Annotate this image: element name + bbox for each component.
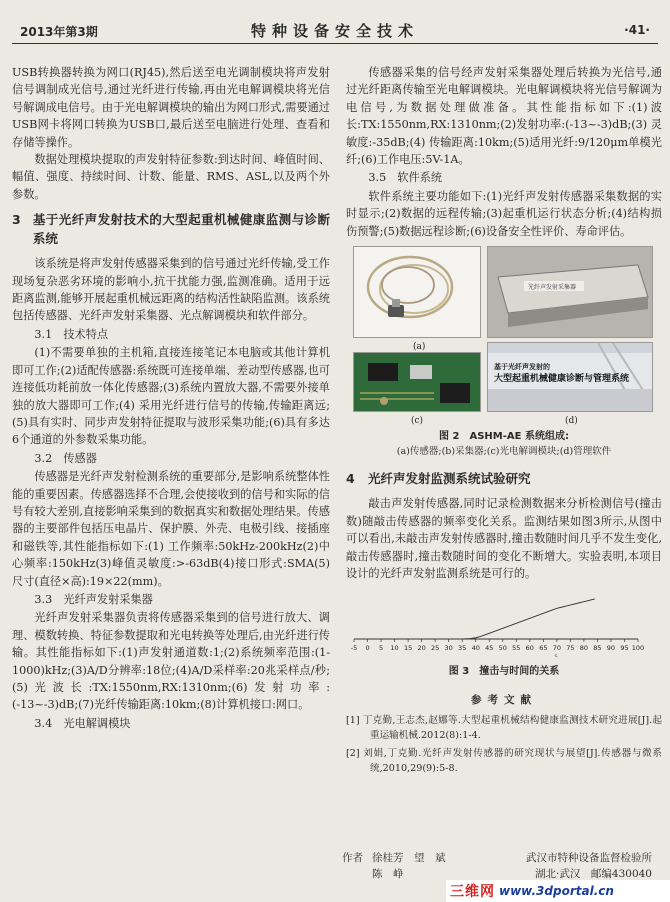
x-tick-label: 85: [593, 643, 602, 652]
section-number: 3: [12, 212, 21, 228]
section-heading-3: [12, 210, 330, 248]
x-tick-label: 50: [498, 643, 507, 652]
subsection-heading: 3.2 传感器: [34, 451, 97, 465]
collector-box-label: 光纤声发射采集器: [528, 284, 577, 292]
author-label: 作者: [342, 852, 363, 864]
subsection-heading: 3.5 软件系统: [368, 171, 443, 185]
label-c: (c): [411, 416, 424, 427]
x-tick-label: 5: [378, 643, 384, 652]
x-tick-label: 100: [631, 643, 645, 652]
x-tick-label: 70: [552, 643, 561, 652]
author-affiliation: 武汉市特种设备监督检验所: [526, 852, 652, 864]
x-tick-label: 40: [471, 643, 480, 652]
x-tick-label: -5: [350, 643, 358, 652]
x-tick-label: 25: [431, 643, 440, 652]
subsection-heading: 3.1 技术特点: [34, 327, 109, 341]
x-tick-label: 45: [485, 643, 494, 652]
hits-series-line: [354, 599, 595, 639]
reference-item: [2] 刘娟,丁克勤.光纤声发射传感器的研究现状与展望[J].传感器与微系统,2010,29(9):5-8.: [346, 748, 662, 775]
paragraph: USB转换器转换为网口(RJ45),然后送至电光调制模块将声发射信号调制成光信号,通过光纤进行传输,再由光电解调模块将光信号解调成电信号。由于光电解调模块的输出为网口形式,需要通过USB网卡将网口转换为USB口,最后送至电脑进行处理、查看和存储等操作。: [12, 66, 330, 149]
x-tick-label: 0: [365, 643, 370, 652]
paragraph: 软件系统主要功能如下:(1)光纤声发射传感器采集数据的实时显示;(2)数据的远程传输;(3)起重机运行状态分析;(4)结构损伤预警;(5)数据远程诊断;(6)设备安全性评价、寿命评估。: [346, 189, 662, 238]
figure-3-number: 图 3: [448, 665, 470, 677]
paragraph: 敲击声发射传感器,同时记录检测数据来分析检测信号(撞击数)随敲击传感器的频率变化关系。监测结果如图3所示,从图中可以看出,未敲击声发射传感器时,撞击数随时间几乎不发生变化,敲击传感器时,撞击数随时间的变化不断增大。实验表明,本项目设计的光纤声发射监测系统是可行的。: [346, 497, 662, 581]
software-screenshot: [487, 342, 653, 412]
author-postcode: 邮编430040: [590, 868, 652, 880]
paragraph: (1)不需要单独的主机箱,直接连接笔记本电脑或其他计算机即可工作;(2)适配传感器:系统既可连接单端、差动型传感器,也可连接低功耗前放一体化传感器;(3)系统内置放大器,不需要外接单独的放大器即可工作;(4) 采用光纤进行信号的传输,传输距离远;(5)具有实时、同步声发射特征提取与波形采集功能;(6)具有多达6个通道的外参数采集功能。: [12, 346, 330, 447]
page-header: [12, 20, 658, 44]
collector-photo: [487, 246, 653, 338]
author-block: [342, 850, 662, 882]
paragraph: 传感器是光纤声发射检测系统的重要部分,是影响系统整体性能的重要因素。传感器选择不合理,会使接收到的信号和实际的信号有较大差别,直接影响采集到的数据真实和数据处理结果。传感器的主要部件包括压电晶片、保护膜、外壳、电极引线、接插座和磁铁等,其性能指标如下:(1) 工作频率:50kHz-200kHz(2)中心频率:150kHz(3)峰值灵敏度:>-63dB(4)接口形式:SMA(5)尺寸(直径×高):19×22(mm)。: [12, 470, 330, 588]
hits-vs-time-chart: [346, 587, 646, 657]
circuit-board-image: [354, 353, 481, 412]
figure-3-title: 撞击与时间的关系: [479, 665, 560, 677]
x-tick-label: 90: [606, 643, 616, 652]
figure-3-caption: [346, 663, 662, 680]
x-tick-label: 95: [620, 643, 629, 652]
label-a: (a): [413, 342, 426, 353]
figure-2-caption: [346, 428, 662, 445]
paragraph: 该系统是将声发射传感器采集到的信号通过光纤传输,受工作现场复杂恶劣环境的影响小,抗干扰能力强,监测准确。适用于远距离监测,能够开展起重机械远距离的结构活性缺陷监测。该系统包括传感器、光纤声发射采集器、光点解调模块和软件部分。: [12, 257, 330, 323]
figure-2-subcaption: (a)传感器;(b)采集器;(c)光电解调模块;(d)管理软件: [396, 446, 612, 458]
issue-label: 2013年第3期: [20, 25, 98, 39]
site-watermark: [446, 880, 670, 902]
section-heading-4: [346, 469, 662, 488]
author-city: 湖北·武汉: [535, 868, 581, 880]
x-tick-label: 30: [444, 643, 453, 652]
x-tick-label: 75: [566, 643, 575, 652]
author-names: 徐桂芳 望 斌: [372, 852, 446, 864]
demod-module-photo: [353, 352, 481, 412]
subsection-heading: 3.4 光电解调模块: [34, 716, 131, 730]
watermark-cn: 三维网: [450, 884, 495, 900]
watermark-url: www.3dportal.cn: [499, 884, 614, 898]
figure-3-chart: [346, 587, 646, 657]
label-d: (d): [565, 416, 578, 427]
section-title: 基于光纤声发射技术的大型起重机械健康监测与诊断系统: [32, 212, 330, 247]
reference-item: [1] 丁克勤,王志杰,赵娜等.大型起重机械结构健康监测技术研究进展[J].起重运输机械.2012(8):1-4.: [346, 715, 662, 742]
software-title-line2: 大型起重机械健康诊断与管理系统: [494, 374, 630, 385]
x-tick-label: 60: [525, 643, 534, 652]
page-number: ·41·: [624, 23, 650, 37]
section-title: 光纤声发射监测系统试验研究: [368, 471, 531, 487]
subsection-heading: 3.3 光纤声发射采集器: [34, 592, 153, 606]
figure-2-title: ASHM-AE 系统组成:: [469, 431, 569, 443]
figure-2-photos: [353, 246, 653, 426]
figure-2-number: 图 2: [439, 431, 460, 443]
x-tick-label: 35: [458, 643, 467, 652]
x-tick-label: 80: [579, 643, 589, 652]
section-number: 4: [346, 471, 355, 487]
x-tick-label: 65: [539, 643, 548, 652]
author-names-2: 陈 峥: [372, 868, 404, 880]
sensor-photo: [353, 246, 481, 338]
paragraph: 传感器采集的信号经声发射采集器处理后转换为光信号,通过光纤距离传输至光电解调模块。光电解调模块将光信号解调为电信号,为数据处理做准备。其性能指标如下:(1)波长:TX:1550nm,RX:1310nm;(2)发射功率:(-13~-3)dB;(3) 灵敏度:-35dB;(4) 传输距离:10km;(5)适用光纤:9/120μm单模光纤;(6)工作电压:5V-1A。: [346, 66, 662, 167]
left-column: [12, 64, 330, 733]
references-heading: 参考文献: [471, 693, 537, 706]
paragraph: 光纤声发射采集器负责将传感器采集到的信号进行放大、调理、模数转换、特征参数提取和光电转换等处理后,由光纤进行传输。其性能指标如下:(1)声发射通道数:1;(2)系统频率范围:(1-1000)kHz;(3)A/D分辨率:18位;(4)A/D采样率:20兆采样点/秒;(5)光波长:TX:1550nm,RX:1310nm;(6)发射功率:(-13~-3)dB;(7)光纤传输距离:10km;(8)计算机接口:网口。: [12, 611, 330, 712]
paragraph: 数据处理模块提取的声发射特征参数:到达时间、峰值时间、幅值、强度、持续时间、计数、能量、RMS、ASL,以及两个外参数。: [12, 153, 330, 201]
sensor-cable-image: [354, 247, 481, 338]
x-tick-label: 15: [403, 643, 413, 652]
journal-title: 特种设备安全技术: [250, 22, 419, 40]
x-tick-label: 10: [390, 643, 399, 652]
software-title-line1: 基于光纤声发射的: [494, 363, 550, 372]
x-tick-label: 20: [417, 643, 426, 652]
x-axis-label: s: [554, 652, 558, 657]
right-column: [346, 64, 662, 779]
x-tick-label: 55: [512, 643, 521, 652]
